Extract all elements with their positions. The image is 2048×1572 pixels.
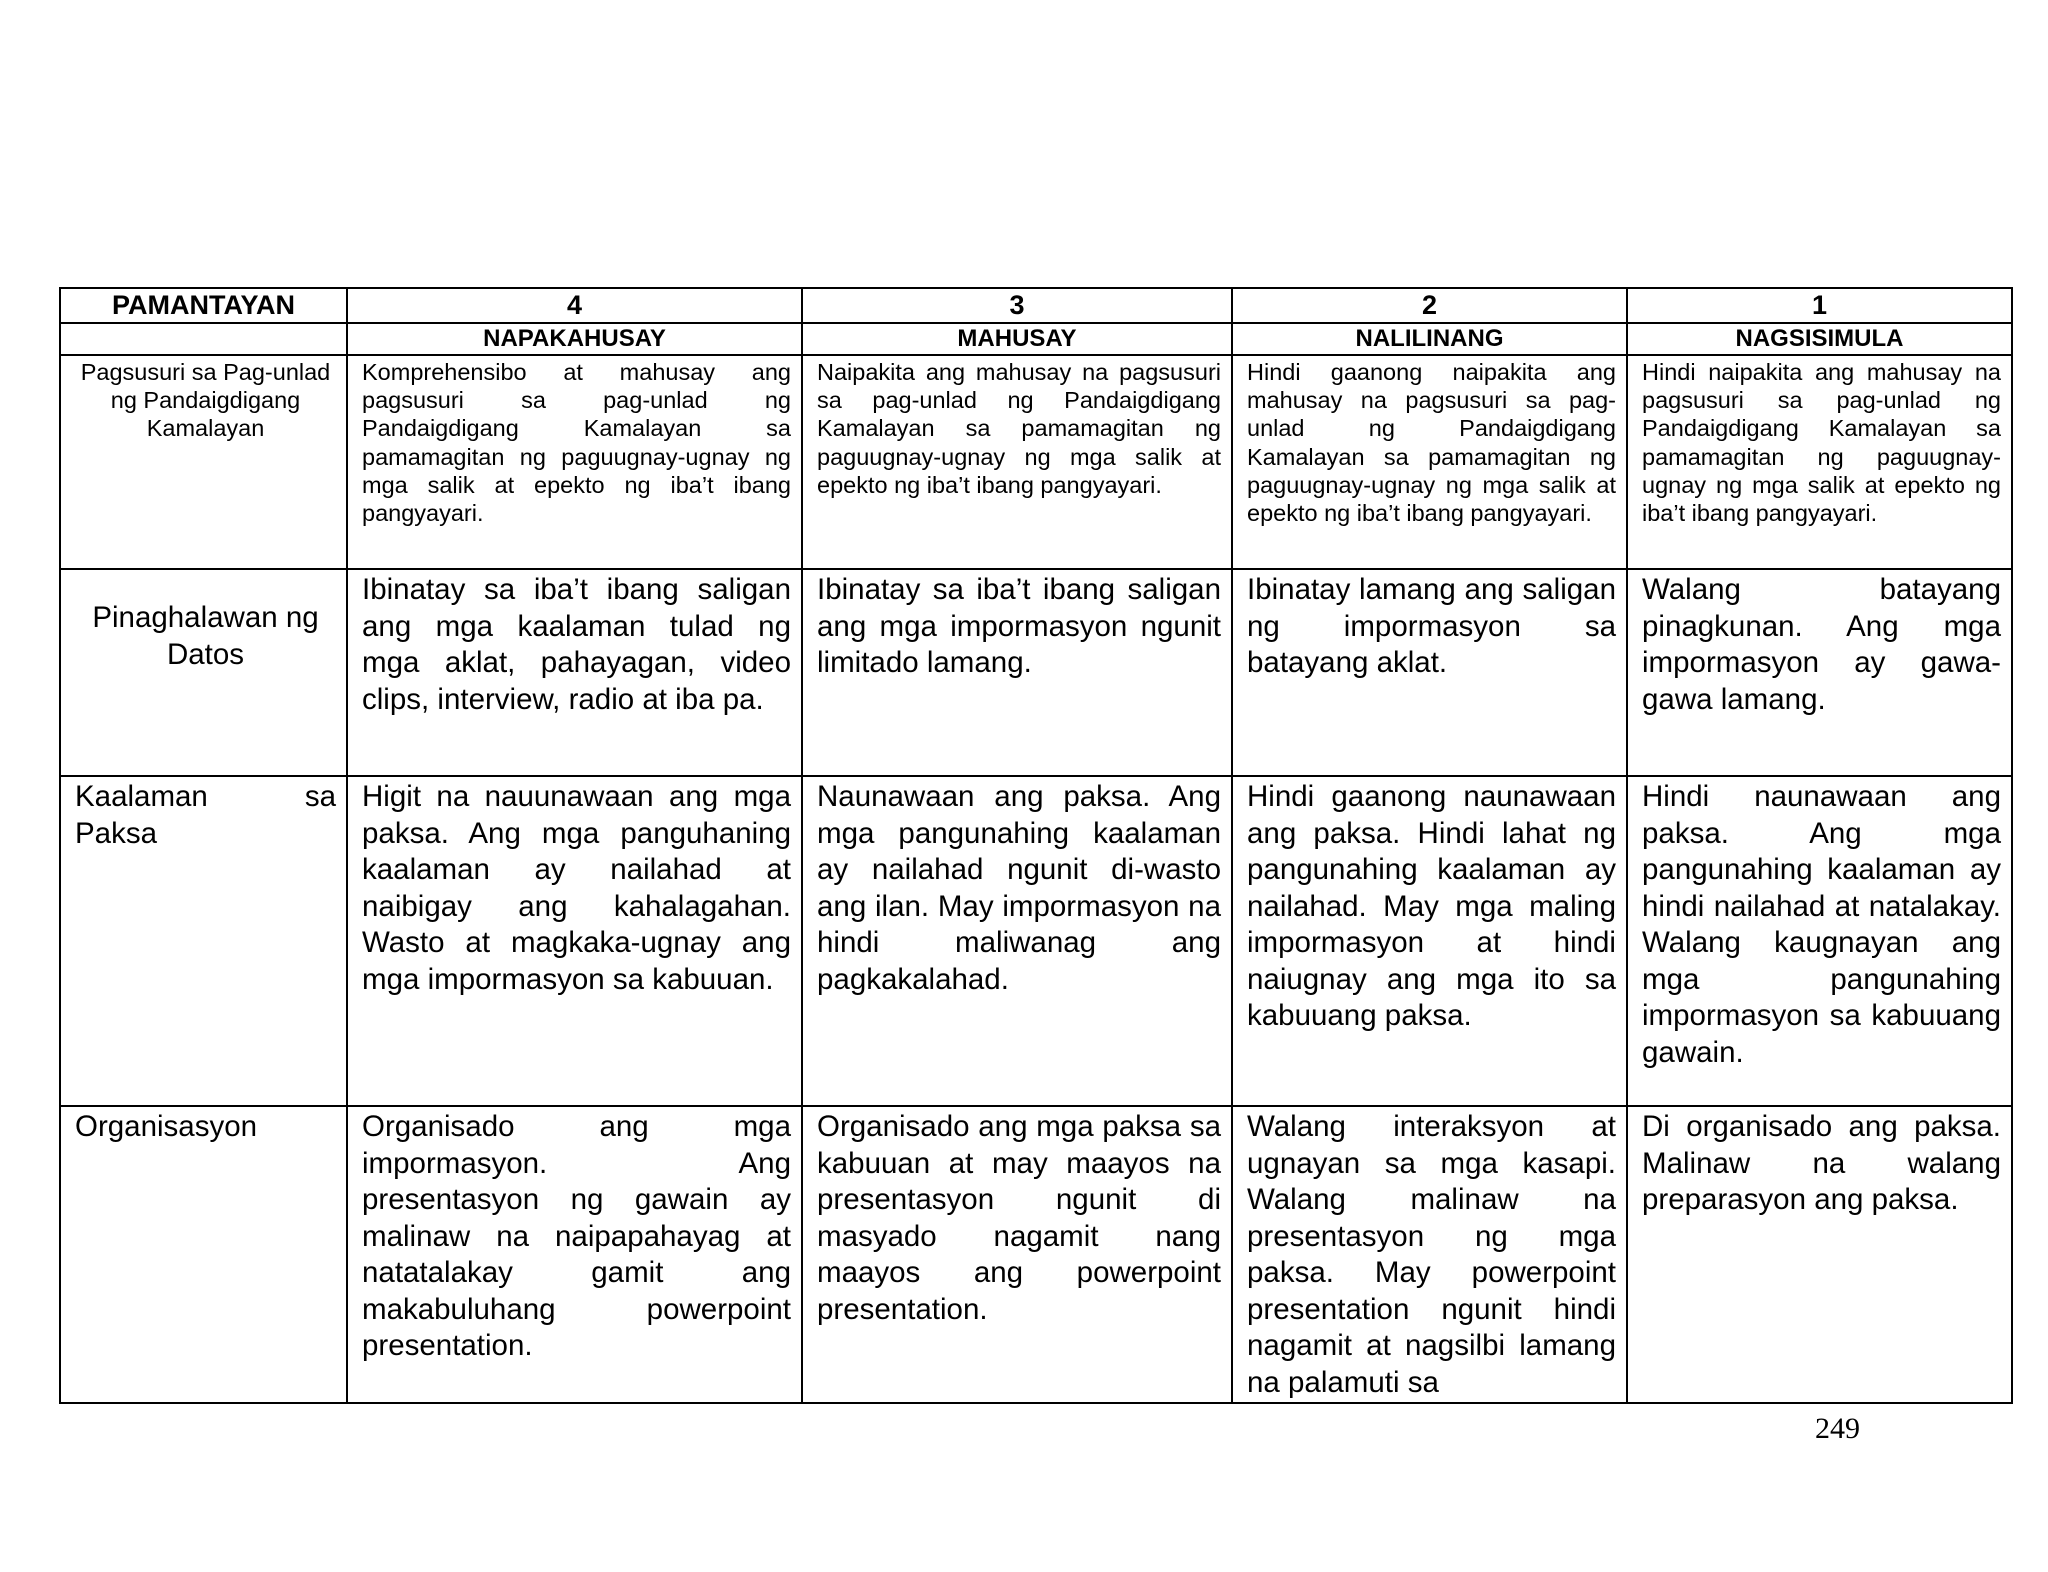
rubric-cell: Hindi naunawaan ang paksa. Ang mga pangunahing kaalaman ay hindi nailahad at natalakay. Walang kaugnayan ang mga pangunahing impormasyon sa kabuuang gawain. bbox=[1627, 776, 2012, 1106]
header-level-2: 2 bbox=[1232, 288, 1627, 323]
rubric-cell: Walang interaksyon at ugnayan sa mga kasapi. Walang malinaw na presentasyon ng mga paksa. May powerpoint presentation ngunit hindi nagamit at nagsilbi lamang na palamuti sa bbox=[1232, 1106, 1627, 1403]
rubric-cell: Ibinatay sa iba’t ibang saligan ang mga impormasyon ngunit limitado lamang. bbox=[802, 569, 1232, 776]
header-criteria: PAMANTAYAN bbox=[60, 288, 347, 323]
rubric-cell: Ibinatay sa iba’t ibang saligan ang mga kaalaman tulad ng mga aklat, pahayagan, video clips, interview, radio at iba pa. bbox=[347, 569, 802, 776]
rubric-cell: Di organisado ang paksa. Malinaw na walang preparasyon ang paksa. bbox=[1627, 1106, 2012, 1403]
rubric-table bbox=[59, 287, 2013, 1404]
rubric-cell: Organisado ang mga paksa sa kabuuan at may maayos na presentasyon ngunit di masyado nagamit nang maayos ang powerpoint presentation. bbox=[802, 1106, 1232, 1403]
table-row bbox=[60, 355, 2012, 569]
rubric-cell: Higit na nauunawaan ang mga paksa. Ang mga panguhaning kaalaman ay nailahad at naibigay ang kahalagahan. Wasto at magkaka-ugnay ang mga impormasyon sa kabuuan. bbox=[347, 776, 802, 1106]
criterion-cell: Pinaghalawan ng Datos bbox=[60, 569, 347, 776]
header-level-3: 3 bbox=[802, 288, 1232, 323]
rubric-cell: Hindi naipakita ang mahusay na pagsusuri sa pag-unlad ng Pandaigdigang Kamalayan sa pamamagitan ng paguugnay-ugnay ng mga salik at epekto ng iba’t ibang pangyayari. bbox=[1627, 355, 2012, 569]
header-label-napakahusay: NAPAKAHUSAY bbox=[347, 323, 802, 355]
rubric-cell: Hindi gaanong naipakita ang mahusay na pagsusuri sa pag-unlad ng Pandaigdigang Kamalayan sa pamamagitan ng paguugnay-ugnay ng mga salik at epekto ng iba’t ibang pangyayari. bbox=[1232, 355, 1627, 569]
rubric-cell: Hindi gaanong naunawaan ang paksa. Hindi lahat ng pangunahing kaalaman ay nailahad. May mga maling impormasyon at hindi naiugnay ang mga ito sa kabuuang paksa. bbox=[1232, 776, 1627, 1106]
table-row bbox=[60, 776, 2012, 1106]
page-number: 249 bbox=[1815, 1412, 1860, 1445]
header-level-1: 1 bbox=[1627, 288, 2012, 323]
table-row bbox=[60, 1106, 2012, 1403]
header-label-nalilinang: NALILINANG bbox=[1232, 323, 1627, 355]
header-level-4: 4 bbox=[347, 288, 802, 323]
rubric-cell: Naunawaan ang paksa. Ang mga pangunahing kaalaman ay nailahad ngunit di-wasto ang ilan. May impormasyon na hindi maliwanag ang pagkakalahad. bbox=[802, 776, 1232, 1106]
header-row-labels bbox=[60, 323, 2012, 355]
rubric-cell: Walang batayang pinagkunan. Ang mga impormasyon ay gawa-gawa lamang. bbox=[1627, 569, 2012, 776]
rubric-cell: Organisado ang mga impormasyon. Ang presentasyon ng gawain ay malinaw na naipapahayag at natatalakay gamit ang makabuluhang powerpoint presentation. bbox=[347, 1106, 802, 1403]
header-label-mahusay: MAHUSAY bbox=[802, 323, 1232, 355]
criterion-cell: Pagsusuri sa Pag-unlad ng Pandaigdigang Kamalayan bbox=[60, 355, 347, 569]
rubric-cell: Komprehensibo at mahusay ang pagsusuri sa pag-unlad ng Pandaigdigang Kamalayan sa pamamagitan ng paguugnay-ugnay ng mga salik at epekto ng iba’t ibang pangyayari. bbox=[347, 355, 802, 569]
rubric-cell: Ibinatay lamang ang saligan ng impormasyon sa batayang aklat. bbox=[1232, 569, 1627, 776]
header-label-nagsisimula: NAGSISIMULA bbox=[1627, 323, 2012, 355]
criterion-cell: Kaalaman sa Paksa bbox=[60, 776, 347, 1106]
criterion-cell: Organisasyon bbox=[60, 1106, 347, 1403]
header-label-empty bbox=[60, 323, 347, 355]
table-row bbox=[60, 569, 2012, 776]
rubric-cell: Naipakita ang mahusay na pagsusuri sa pag-unlad ng Pandaigdigang Kamalayan sa pamamagitan ng paguugnay-ugnay ng mga salik at epekto ng iba’t ibang pangyayari. bbox=[802, 355, 1232, 569]
header-row-levels bbox=[60, 288, 2012, 323]
